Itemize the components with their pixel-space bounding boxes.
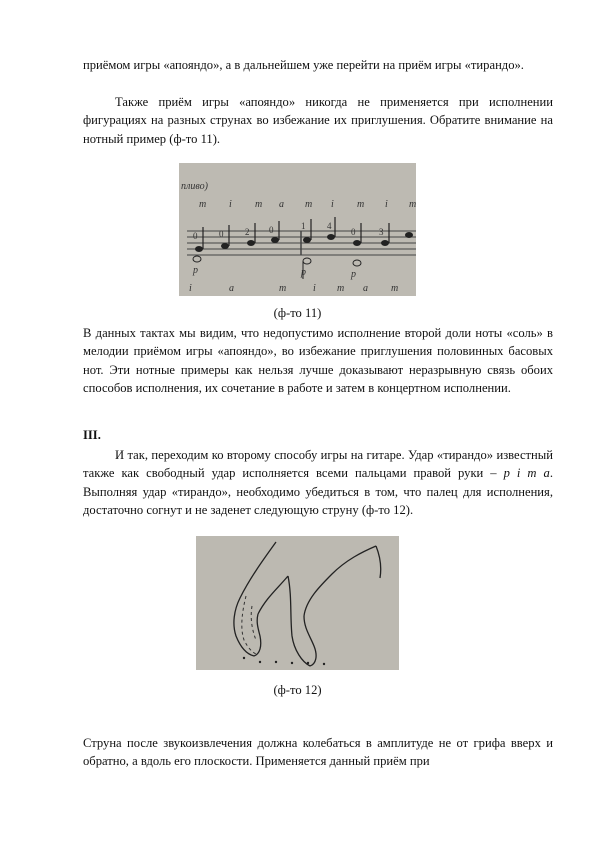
finger-letters: p i m a bbox=[503, 466, 550, 481]
paragraph-4 bbox=[83, 446, 553, 520]
svg-text:p: p bbox=[351, 269, 356, 280]
svg-text:m: m bbox=[305, 199, 313, 210]
svg-text:1: 1 bbox=[301, 221, 306, 231]
svg-text:4: 4 bbox=[327, 221, 332, 231]
svg-text:m: m bbox=[255, 199, 263, 210]
svg-text:a: a bbox=[363, 283, 368, 294]
caption-photo-11: (ф-то 11) bbox=[273, 306, 322, 320]
svg-text:2: 2 bbox=[245, 227, 250, 237]
svg-text:i: i bbox=[313, 283, 316, 294]
music-staff-image bbox=[179, 163, 416, 296]
svg-text:m: m bbox=[337, 283, 345, 294]
svg-text:p: p bbox=[193, 265, 198, 276]
section-heading: III. bbox=[83, 428, 101, 442]
svg-text:i: i bbox=[189, 283, 192, 294]
svg-text:m: m bbox=[199, 199, 207, 210]
svg-text:0: 0 bbox=[219, 229, 224, 239]
svg-text:0: 0 bbox=[269, 225, 274, 235]
notation-heading-fragment: пливо) bbox=[181, 181, 208, 192]
svg-text:i: i bbox=[229, 199, 232, 210]
photo-12-hand-sketch bbox=[196, 536, 399, 670]
hand-drawing-image bbox=[196, 536, 399, 670]
paragraph-1: приёмом игры «апояндо», а в дальнейшем уже перейти на приём игры «тирандо». bbox=[83, 58, 524, 72]
svg-text:0: 0 bbox=[193, 231, 198, 241]
paragraph-4-text-b: . Выполняя удар «тирандо», необходимо убедиться в том, что палец для исполнения, достаточно согнут и не заденет следующую струну (ф-то 12). bbox=[83, 466, 553, 518]
svg-text:0: 0 bbox=[351, 227, 356, 237]
svg-text:i: i bbox=[331, 199, 334, 210]
svg-text:a: a bbox=[279, 199, 284, 210]
svg-text:m: m bbox=[391, 283, 399, 294]
svg-text:a: a bbox=[229, 283, 234, 294]
paragraph-5: Струна после звукоизвлечения должна колебаться в амплитуде не от грифа вверх и обратно, а вдоль его плоскости. Применяется данный приём при bbox=[83, 736, 553, 769]
svg-text:m: m bbox=[357, 199, 365, 210]
paragraph-4-text-a: И так, переходим ко второму способу игры на гитаре. Удар «тирандо» известный также как свободный удар исполняется всеми пальцами правой руки – bbox=[83, 448, 553, 481]
svg-text:m: m bbox=[409, 199, 416, 210]
svg-text:3: 3 bbox=[379, 227, 384, 237]
photo-11-music-notation bbox=[179, 163, 416, 296]
svg-text:i: i bbox=[385, 199, 388, 210]
svg-text:m: m bbox=[279, 283, 287, 294]
caption-photo-12: (ф-то 12) bbox=[273, 683, 322, 697]
svg-text:p: p bbox=[301, 267, 306, 278]
paragraph-2: Также приём игры «апояндо» никогда не применяется при исполнении фигурациях на разных струнах во избежание их приглушения. Обратите внимание на нотный пример (ф-то 11). bbox=[83, 95, 553, 146]
paragraph-3: В данных тактах мы видим, что недопустимо исполнение второй доли ноты «соль» в мелодии приёмом игры «апояндо», во избежание приглушения половинных басовых нот. Эти нотные примеры как нельзя лучше доказывают неразрывную связь обоих способов исполнения, их сочетание в работе и затем в концертном исполнении. bbox=[83, 326, 553, 396]
